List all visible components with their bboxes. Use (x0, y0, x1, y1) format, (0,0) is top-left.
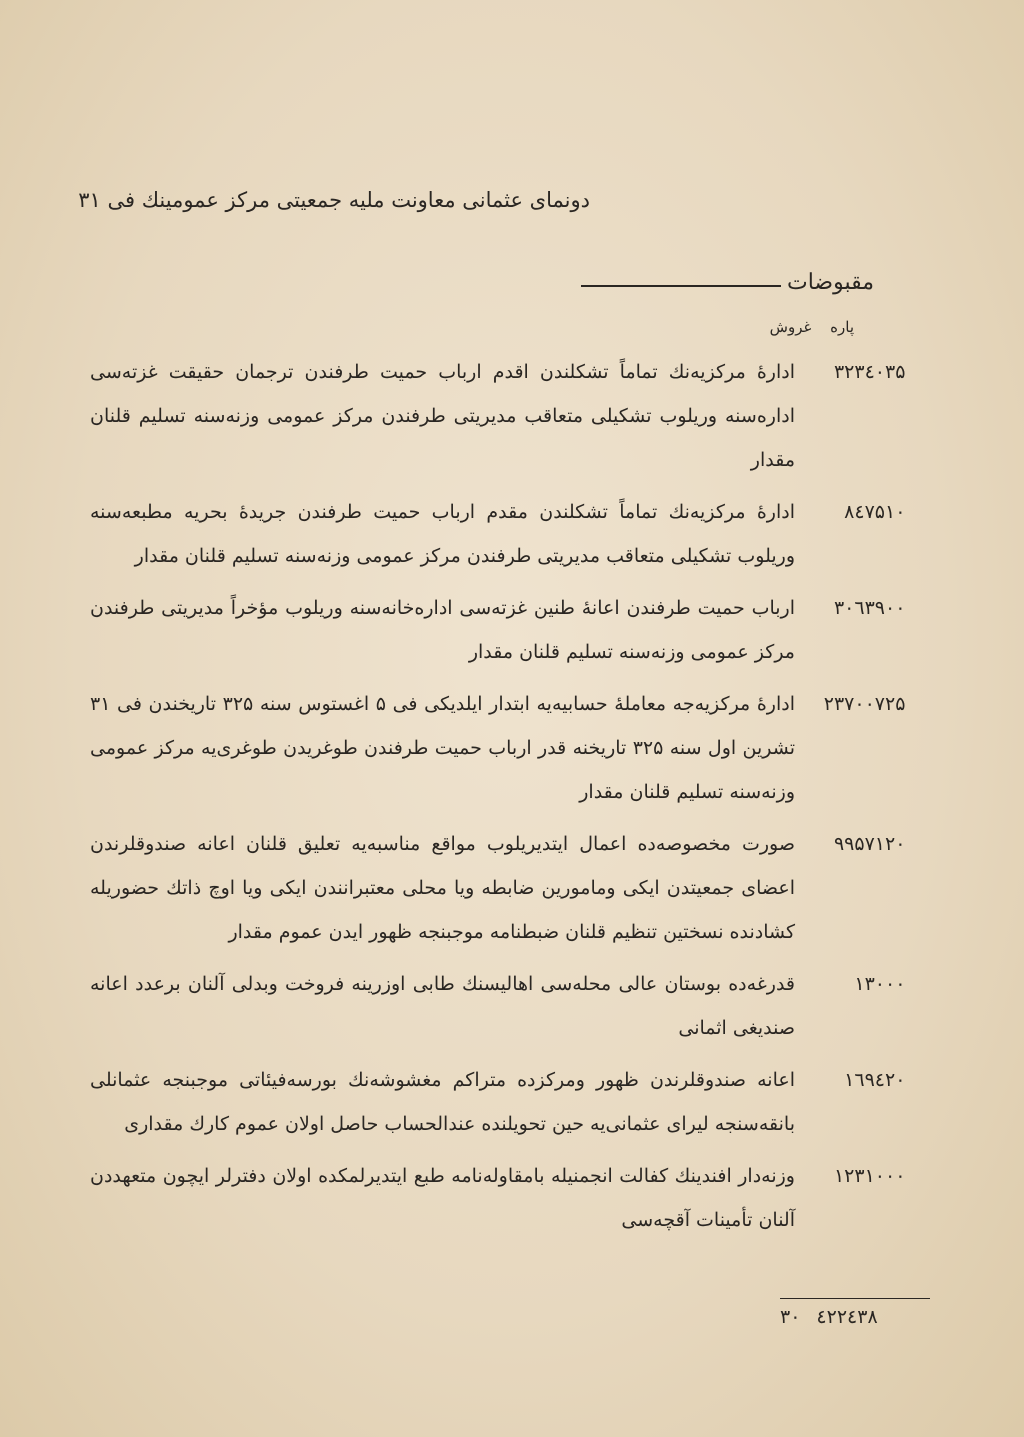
amount-para: ۳۵ (885, 361, 906, 383)
total-amount (780, 1306, 930, 1328)
list-item (70, 586, 955, 674)
amount-gurus: ۹۹۵۷۱ (833, 833, 885, 855)
section-heading (494, 270, 874, 295)
list-item (70, 350, 955, 482)
entry-amount (795, 682, 955, 726)
list-item (70, 682, 955, 814)
amount-gurus: ۳۲۳٤۰ (833, 361, 885, 383)
entry-description: صورت مخصوصه‌ده اعمال ایتدیریلوب مواقع مناسبه‌یه تعلیق قلنان اعانه صندوقلرندن اعضای جمعیتدن ایکی ومامورین ضابطه ویا محلی معتبرانندن ایکی ویا اوچ ذاتك حضوریله کشادنده نسختین تنظیم قلنان ضبطنامه موجبنجه ظهور ایدن عموم مقدار (90, 833, 795, 943)
entry-amount (795, 1154, 955, 1198)
list-item (70, 822, 955, 954)
amount-para: ۰۰ (885, 1165, 906, 1187)
unit-para: پاره (830, 318, 854, 336)
list-item (70, 1058, 955, 1146)
column-units (770, 318, 854, 336)
amount-para: ۰۰ (885, 973, 906, 995)
entry-description: وزنه‌دار افندینك کفالت انجمنیله بامقاوله‌نامه طبع ایتدیرلمکده اولان دفترلر ایچون متعهددن آلنان تأمینات آقچه‌سی (90, 1165, 795, 1231)
amount-gurus: ۸٤۷۵ (844, 501, 885, 523)
total-para: ۳۰ (780, 1306, 801, 1328)
amount-gurus: ۱٦۹٤ (844, 1069, 885, 1091)
entry-amount (795, 822, 955, 866)
amount-para: ۲۰ (885, 833, 906, 855)
amount-para: ۲۰ (885, 1069, 906, 1091)
amount-para: ۲۵ (885, 693, 906, 715)
list-item (70, 490, 955, 578)
entry-description: ادارهٔ مرکزیه‌جه معاملهٔ حسابیه‌یه ابتدار ایلدیکی فی ۵ اغستوس سنه ۳۲۵ تاریخندن فی ۳۱ تشرین اول سنه ۳۲۵ تاریخنه قدر ارباب حمیت طرفندن طوغریدن طوغری‌یه مرکز عمومی وزنه‌سنه تسلیم قلنان مقدار (90, 693, 795, 803)
entry-amount (795, 350, 955, 394)
amount-gurus: ۱۳۰ (854, 973, 885, 995)
entry-description: ادارهٔ مرکزیه‌نك تماماً تشکلندن اقدم ارباب حمیت طرفندن ترجمان حقیقت غزته‌سی اداره‌سنه وریلوب تشکیلی متعاقب مدیریتی طرفندن مرکز عمومی وزنه‌سنه تسلیم قلنان مقدار (90, 361, 795, 471)
entry-description: ادارهٔ مرکزیه‌نك تماماً تشکلندن مقدم ارباب حمیت طرفندن جریدهٔ بحریه مطبعه‌سنه وریلوب تشکیلی متعاقب مدیریتی طرفندن مرکز عمومی وزنه‌سنه تسلیم قلنان مقدار (90, 501, 795, 567)
entry-description: ارباب حمیت طرفندن اعانهٔ طنین غزته‌سی اداره‌خانه‌سنه وریلوب مؤخراً مدیریتی طرفندن مرکز عمومی وزنه‌سنه تسلیم قلنان مقدار (90, 597, 795, 663)
entry-amount (795, 962, 955, 1006)
amount-para: ۱۰ (885, 501, 906, 523)
heading-underline (581, 285, 781, 287)
entry-amount (795, 1058, 955, 1102)
total-divider (780, 1298, 930, 1299)
amount-gurus: ۱۲۳۱۰ (833, 1165, 885, 1187)
list-item (70, 1154, 955, 1242)
entry-description: قدرغه‌ده بوستان عالی محله‌سی اهالیسنك طابی اوزرینه فروخت وبدلی آلنان برعدد اعانه صندیغی اثمانی (90, 973, 795, 1039)
amount-gurus: ۲۳۷۰۰۷ (823, 693, 885, 715)
entry-description: اعانه صندوقلرندن ظهور ومرکزده متراکم مغشوشه‌نك بورسه‌فیئاتی موجبنجه عثمانلی بانقه‌سنجه لیرای عثمانی‌یه حین تحویلنده عندالحساب حاصل اولان عموم کارك مقداری (90, 1069, 795, 1135)
entry-amount (795, 586, 955, 630)
section-label: مقبوضات (786, 270, 874, 295)
entry-amount (795, 490, 955, 534)
page-title: دونمای عثمانی معاونت ملیه جمعیتی مرکز عمومینك فی ۳۱ (78, 188, 590, 212)
list-item (70, 962, 955, 1050)
amount-para: ۰۰ (885, 597, 906, 619)
entry-list (70, 350, 955, 1250)
total-gurus: ٤۲۲٤۳۸ (816, 1306, 878, 1328)
amount-gurus: ۳۰٦۳۹ (833, 597, 885, 619)
unit-gurus: غروش (769, 318, 812, 336)
